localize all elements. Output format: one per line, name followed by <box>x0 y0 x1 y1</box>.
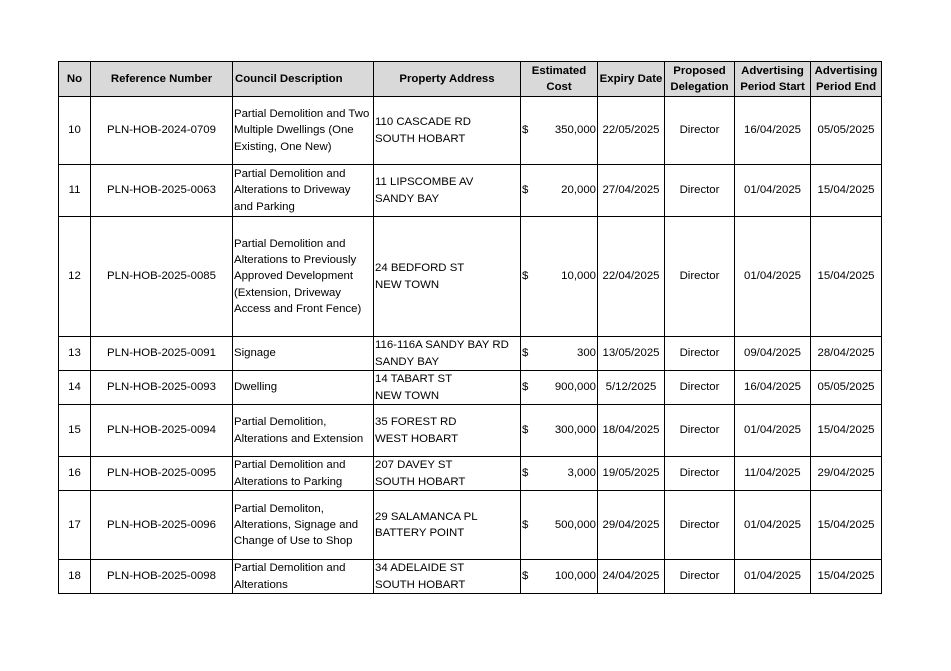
header-estimated-cost: Estimated Cost <box>521 62 598 97</box>
cell-expiry-date: 19/05/2025 <box>598 457 665 491</box>
currency-symbol: $ <box>522 570 529 583</box>
header-proposed-delegation: Proposed Delegation <box>665 62 735 97</box>
cell-advertising-period-start: 01/04/2025 <box>735 217 811 337</box>
cell-property-address: 207 DAVEY ST SOUTH HOBART <box>374 457 521 491</box>
cell-reference-number: PLN-HOB-2024-0709 <box>91 97 233 165</box>
header-reference-number: Reference Number <box>91 62 233 97</box>
header-council-description: Council Description <box>233 62 374 97</box>
cell-proposed-delegation: Director <box>665 491 735 560</box>
header-advertising-period-end: Advertising Period End <box>811 62 882 97</box>
cell-no: 14 <box>59 371 91 405</box>
cell-estimated-cost <box>521 491 598 560</box>
cost-value: 900,000 <box>554 381 596 394</box>
table-row <box>59 405 882 457</box>
cell-no: 12 <box>59 217 91 337</box>
cell-proposed-delegation: Director <box>665 560 735 594</box>
table-row <box>59 165 882 217</box>
cell-estimated-cost <box>521 165 598 217</box>
cell-proposed-delegation: Director <box>665 405 735 457</box>
cell-expiry-date: 13/05/2025 <box>598 337 665 371</box>
cost-value: 20,000 <box>561 184 596 197</box>
cell-no: 15 <box>59 405 91 457</box>
cell-council-description: Partial Demolition and Alterations to Parking <box>233 457 374 491</box>
cell-property-address: 11 LIPSCOMBE AV SANDY BAY <box>374 165 521 217</box>
cell-council-description: Signage <box>233 337 374 371</box>
cell-expiry-date: 24/04/2025 <box>598 560 665 594</box>
header-row <box>59 62 882 97</box>
cell-no: 11 <box>59 165 91 217</box>
cell-expiry-date: 22/04/2025 <box>598 217 665 337</box>
cell-proposed-delegation: Director <box>665 337 735 371</box>
header-no: No <box>59 62 91 97</box>
cell-advertising-period-end: 15/04/2025 <box>811 165 882 217</box>
cell-advertising-period-end: 05/05/2025 <box>811 371 882 405</box>
applications-sheet <box>58 61 882 594</box>
cell-reference-number: PLN-HOB-2025-0085 <box>91 217 233 337</box>
currency-symbol: $ <box>522 347 529 360</box>
table-row <box>59 560 882 594</box>
table-header <box>59 62 882 97</box>
cell-no: 18 <box>59 560 91 594</box>
header-expiry-date: Expiry Date <box>598 62 665 97</box>
cell-advertising-period-end: 05/05/2025 <box>811 97 882 165</box>
cell-expiry-date: 27/04/2025 <box>598 165 665 217</box>
cell-advertising-period-end: 15/04/2025 <box>811 217 882 337</box>
cell-proposed-delegation: Director <box>665 217 735 337</box>
cell-advertising-period-end: 29/04/2025 <box>811 457 882 491</box>
cell-advertising-period-end: 28/04/2025 <box>811 337 882 371</box>
cell-no: 16 <box>59 457 91 491</box>
cell-no: 17 <box>59 491 91 560</box>
cell-council-description: Partial Demoliton, Alterations, Signage and Change of Use to Shop <box>233 491 374 560</box>
cell-reference-number: PLN-HOB-2025-0096 <box>91 491 233 560</box>
cell-property-address: 29 SALAMANCA PL BATTERY POINT <box>374 491 521 560</box>
cell-proposed-delegation: Director <box>665 97 735 165</box>
cell-reference-number: PLN-HOB-2025-0098 <box>91 560 233 594</box>
cost-value: 300,000 <box>554 424 596 437</box>
table-row <box>59 371 882 405</box>
currency-symbol: $ <box>522 381 529 394</box>
cell-reference-number: PLN-HOB-2025-0093 <box>91 371 233 405</box>
header-advertising-period-start: Advertising Period Start <box>735 62 811 97</box>
cell-proposed-delegation: Director <box>665 165 735 217</box>
cell-advertising-period-start: 16/04/2025 <box>735 97 811 165</box>
cost-value: 10,000 <box>561 270 596 283</box>
cell-council-description: Partial Demolition, Alterations and Extension <box>233 405 374 457</box>
cell-estimated-cost <box>521 97 598 165</box>
cell-advertising-period-end: 15/04/2025 <box>811 560 882 594</box>
cell-council-description: Partial Demolition and Two Multiple Dwellings (One Existing, One New) <box>233 97 374 165</box>
cell-council-description: Partial Demolition and Alterations to Driveway and Parking <box>233 165 374 217</box>
cell-advertising-period-start: 01/04/2025 <box>735 165 811 217</box>
cell-estimated-cost <box>521 337 598 371</box>
currency-symbol: $ <box>522 270 529 283</box>
cell-estimated-cost <box>521 217 598 337</box>
table-row <box>59 337 882 371</box>
currency-symbol: $ <box>522 124 529 137</box>
cell-property-address: 14 TABART ST NEW TOWN <box>374 371 521 405</box>
table-body <box>59 97 882 594</box>
cell-expiry-date: 5/12/2025 <box>598 371 665 405</box>
table-row <box>59 457 882 491</box>
cell-estimated-cost <box>521 371 598 405</box>
table-row <box>59 97 882 165</box>
cell-reference-number: PLN-HOB-2025-0095 <box>91 457 233 491</box>
cell-estimated-cost <box>521 560 598 594</box>
cell-property-address: 35 FOREST RD WEST HOBART <box>374 405 521 457</box>
cell-council-description: Partial Demolition and Alterations to Previously Approved Development (Extension, Driveway Access and Front Fence) <box>233 217 374 337</box>
cell-estimated-cost <box>521 405 598 457</box>
cell-expiry-date: 29/04/2025 <box>598 491 665 560</box>
currency-symbol: $ <box>522 467 529 480</box>
cell-advertising-period-start: 01/04/2025 <box>735 405 811 457</box>
currency-symbol: $ <box>522 518 529 531</box>
cell-advertising-period-end: 15/04/2025 <box>811 405 882 457</box>
cost-value: 300 <box>576 347 596 360</box>
cell-property-address: 24 BEDFORD ST NEW TOWN <box>374 217 521 337</box>
cell-advertising-period-start: 01/04/2025 <box>735 491 811 560</box>
currency-symbol: $ <box>522 424 529 437</box>
cost-value: 100,000 <box>554 570 596 583</box>
cell-advertising-period-end: 15/04/2025 <box>811 491 882 560</box>
cell-no: 10 <box>59 97 91 165</box>
cell-estimated-cost <box>521 457 598 491</box>
cell-property-address: 34 ADELAIDE ST SOUTH HOBART <box>374 560 521 594</box>
cell-expiry-date: 18/04/2025 <box>598 405 665 457</box>
table-row <box>59 491 882 560</box>
currency-symbol: $ <box>522 184 529 197</box>
cost-value: 350,000 <box>554 124 596 137</box>
cell-advertising-period-start: 11/04/2025 <box>735 457 811 491</box>
cell-advertising-period-start: 09/04/2025 <box>735 337 811 371</box>
cell-reference-number: PLN-HOB-2025-0094 <box>91 405 233 457</box>
planning-applications-table <box>58 61 882 594</box>
cost-value: 3,000 <box>567 467 596 480</box>
header-property-address: Property Address <box>374 62 521 97</box>
cell-proposed-delegation: Director <box>665 457 735 491</box>
cell-council-description: Partial Demolition and Alterations <box>233 560 374 594</box>
cost-value: 500,000 <box>554 518 596 531</box>
cell-advertising-period-start: 01/04/2025 <box>735 560 811 594</box>
table-row <box>59 217 882 337</box>
cell-reference-number: PLN-HOB-2025-0063 <box>91 165 233 217</box>
cell-council-description: Dwelling <box>233 371 374 405</box>
cell-reference-number: PLN-HOB-2025-0091 <box>91 337 233 371</box>
cell-property-address: 110 CASCADE RD SOUTH HOBART <box>374 97 521 165</box>
cell-proposed-delegation: Director <box>665 371 735 405</box>
cell-expiry-date: 22/05/2025 <box>598 97 665 165</box>
cell-no: 13 <box>59 337 91 371</box>
cell-property-address: 116-116A SANDY BAY RD SANDY BAY <box>374 337 521 371</box>
cell-advertising-period-start: 16/04/2025 <box>735 371 811 405</box>
